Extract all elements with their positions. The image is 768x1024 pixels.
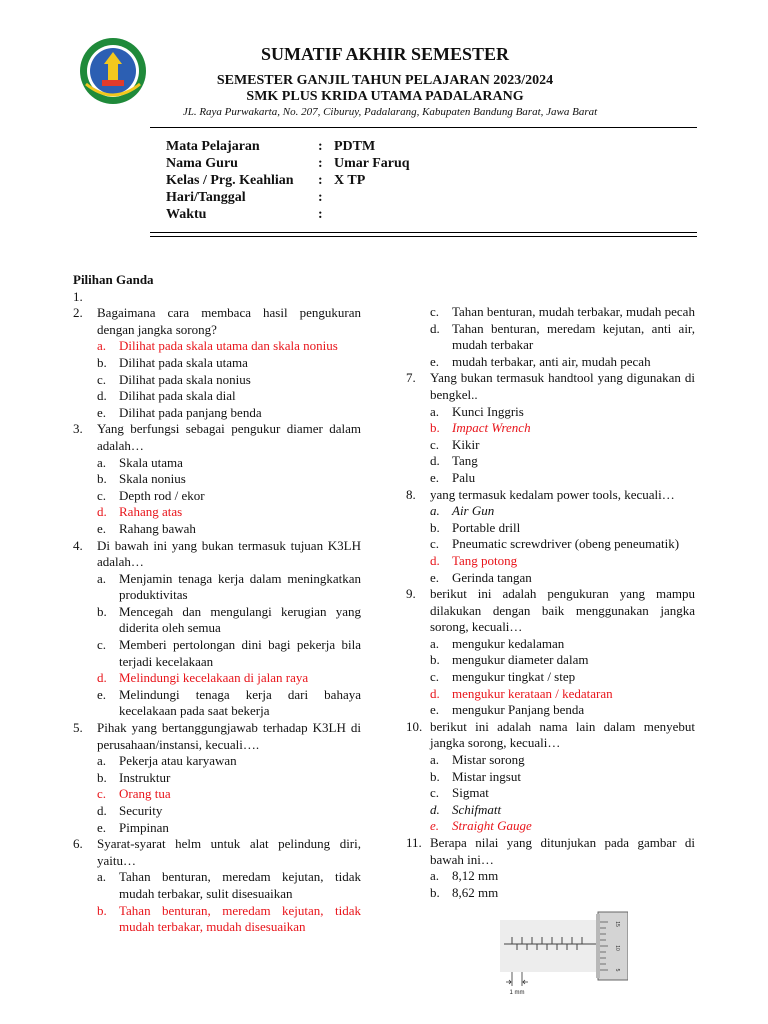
info-label: Hari/Tanggal	[166, 190, 246, 205]
option-text: Straight Gauge	[452, 818, 532, 834]
option-letter: a.	[97, 869, 107, 885]
option-letter: c.	[430, 669, 440, 685]
option-letter: a.	[97, 454, 107, 470]
question-2	[73, 305, 361, 421]
option-text: Menjamin tenaga kerja dalam meningkatkan produktivitas	[119, 570, 361, 603]
option-letter: c.	[430, 304, 440, 319]
option-a	[430, 752, 695, 769]
info-row-time	[166, 206, 410, 223]
option-letter: d.	[430, 685, 440, 701]
option-text: Kikir	[452, 436, 480, 452]
option-a	[430, 404, 695, 421]
option-a	[430, 503, 695, 520]
school-address: JL. Raya Purwakarta, No. 207, Ciburuy, Padalarang, Kabupaten Bandung Barat, Jawa Barat	[182, 106, 598, 118]
question-text: yang termasuk kedalam power tools, kecuali…	[430, 486, 675, 502]
option-text: Impact Wrench	[452, 420, 531, 436]
info-divider	[150, 236, 697, 237]
option-c	[430, 669, 695, 686]
school-logo	[78, 36, 148, 106]
option-text: Instruktur	[119, 769, 171, 785]
option-d	[97, 803, 361, 820]
question-6	[73, 836, 361, 936]
info-row-date	[166, 189, 410, 206]
option-c	[97, 488, 361, 505]
option-text: Dilihat pada skala utama	[119, 354, 248, 370]
question-number: 10.	[406, 718, 423, 734]
option-d-answer	[430, 686, 695, 703]
option-letter: a.	[97, 570, 107, 586]
option-text: mengukur Panjang benda	[452, 702, 585, 718]
question-number: 5.	[73, 720, 83, 736]
scale-label: 1 mm	[509, 990, 525, 996]
info-colon: :	[318, 173, 323, 188]
question-number: 6.	[73, 836, 83, 852]
option-c	[430, 304, 695, 321]
question-text	[97, 289, 361, 306]
question-number: 11.	[406, 835, 422, 850]
option-d	[430, 802, 695, 819]
option-letter: c.	[97, 487, 107, 503]
option-letter: c.	[430, 436, 440, 452]
option-d-answer	[430, 553, 695, 570]
option-text: Dilihat pada panjang benda	[119, 404, 262, 420]
option-text: Dilihat pada skala dial	[119, 388, 236, 404]
option-letter: e.	[97, 686, 107, 702]
option-b	[97, 604, 361, 637]
question-4	[73, 538, 361, 721]
option-letter: d.	[97, 388, 107, 404]
option-letter: a.	[430, 403, 440, 419]
option-letter: b.	[97, 769, 107, 785]
option-letter: a.	[430, 868, 440, 884]
question-text: Bagaimana cara membaca hasil pengukuran dengan jangka sorong?	[97, 305, 361, 337]
option-letter: b.	[430, 519, 440, 535]
option-c	[97, 372, 361, 389]
question-9	[406, 586, 695, 719]
exam-subtitle: SEMESTER GANJIL TAHUN PELAJARAN 2023/2024	[216, 73, 554, 88]
option-text: Tahan benturan, meredam kejutan, tidak mudah terbakar, mudah disesuaikan	[119, 902, 361, 935]
info-label: Mata Pelajaran	[166, 139, 260, 154]
option-letter: a.	[430, 635, 440, 651]
option-letter: b.	[430, 420, 440, 436]
option-d	[430, 453, 695, 470]
option-text: 8,12 mm	[452, 868, 499, 884]
option-letter: b.	[430, 884, 440, 900]
option-letter: a.	[430, 752, 440, 768]
header-divider	[150, 127, 697, 128]
question-number: 1.	[73, 288, 83, 304]
option-text: Melindungi tenaga kerja dari bahaya kecelakaan pada saat bekerja	[119, 686, 361, 719]
option-a	[97, 571, 361, 604]
option-c	[430, 536, 695, 553]
question-text: Syarat-syarat helm untuk alat pelindung diri, yaitu…	[97, 836, 361, 868]
option-c	[430, 785, 695, 802]
option-b	[97, 471, 361, 488]
option-letter: c.	[97, 637, 107, 653]
thimble-mark: 5	[614, 968, 620, 972]
option-text: mengukur kedalaman	[452, 635, 565, 651]
option-text: 8,62 mm	[452, 884, 499, 900]
section-title: Pilihan Ganda	[73, 272, 154, 287]
option-text: Memberi pertolongan dini bagi pekerja bila terjadi kecelakaan	[119, 637, 361, 669]
info-row-class	[166, 172, 410, 189]
option-e	[430, 470, 695, 487]
option-letter: e.	[97, 520, 107, 536]
option-text: Tahan benturan, meredam kejutan, anti air, mudah terbakar	[452, 320, 695, 353]
option-a	[97, 753, 361, 770]
option-text: Kunci Inggris	[452, 403, 524, 419]
question-text: berikut ini adalah pengukuran yang mampu dilakukan dengan baik menggunakan jangka sorong, kecuali…	[430, 586, 695, 635]
thimble-mark: 10	[614, 945, 620, 951]
question-text: Pihak yang bertanggungjawab terhadap K3LH di perusahaan/instansi, kecuali….	[97, 720, 361, 752]
option-a	[97, 455, 361, 472]
option-e	[97, 521, 361, 538]
question-number: 3.	[73, 421, 83, 437]
question-number: 2.	[73, 305, 83, 321]
option-text: Rahang bawah	[119, 520, 196, 536]
option-text: Air Gun	[452, 503, 495, 519]
option-b-answer	[97, 903, 361, 936]
option-text: Skala nonius	[119, 471, 186, 487]
option-letter: c.	[97, 371, 107, 387]
option-text: Mencegah dan mengulangi kerugian yang diderita oleh semua	[119, 603, 361, 636]
option-text: Orang tua	[119, 786, 171, 802]
option-c	[97, 637, 361, 670]
option-text: Gerinda tangan	[452, 569, 532, 585]
question-number: 7.	[406, 370, 416, 386]
option-letter: d.	[97, 670, 107, 686]
question-6-continued	[406, 304, 695, 370]
option-text: mengukur tingkat / step	[452, 669, 576, 685]
info-label: Nama Guru	[166, 156, 238, 171]
option-letter: b.	[97, 471, 107, 487]
question-10	[406, 719, 695, 835]
option-d-answer	[97, 670, 361, 687]
question-5	[73, 720, 361, 836]
option-a	[430, 868, 695, 885]
option-letter: c.	[430, 785, 440, 801]
option-b	[97, 770, 361, 787]
option-text: Pimpinan	[119, 819, 169, 835]
info-label: Kelas / Prg. Keahlian	[166, 173, 294, 188]
option-text: mudah terbakar, anti air, mudah pecah	[452, 353, 651, 369]
info-colon: :	[318, 139, 323, 154]
option-letter: c.	[430, 536, 440, 552]
option-e	[97, 687, 361, 720]
thimble-mark: 15	[614, 921, 620, 927]
option-e	[97, 820, 361, 837]
info-row-subject	[166, 138, 410, 155]
option-letter: d.	[97, 803, 107, 818]
option-text: Melindungi kecelakaan di jalan raya	[119, 670, 309, 686]
option-d	[430, 321, 695, 354]
option-text: Portable drill	[452, 519, 521, 535]
info-colon: :	[318, 156, 323, 171]
option-text: Palu	[452, 469, 476, 485]
option-letter: b.	[97, 603, 107, 619]
option-text: Sigmat	[452, 785, 489, 801]
option-e	[97, 405, 361, 422]
option-letter: e.	[430, 569, 440, 585]
option-text: Depth rod / ekor	[119, 487, 205, 503]
option-letter: d.	[430, 453, 440, 469]
option-text: mengukur diameter dalam	[452, 652, 589, 668]
question-number: 9.	[406, 586, 416, 602]
option-a	[430, 636, 695, 653]
option-text: Rahang atas	[119, 504, 183, 520]
question-11	[406, 835, 695, 901]
option-e	[430, 570, 695, 587]
info-value: X TP	[334, 173, 366, 188]
exam-title: SUMATIF AKHIR SEMESTER	[260, 44, 510, 64]
question-1	[73, 289, 361, 306]
info-colon: :	[318, 190, 323, 205]
option-b	[430, 885, 695, 902]
question-text: Yang berfungsi sebagai pengukur diamer dalam adalah…	[97, 421, 361, 453]
option-letter: d.	[430, 552, 440, 568]
option-e-answer	[430, 818, 695, 835]
question-7	[406, 370, 695, 486]
option-letter: d.	[97, 504, 107, 520]
option-c-answer	[97, 786, 361, 803]
option-text: Tang	[452, 453, 478, 469]
micrometer-figure	[500, 906, 628, 998]
option-text: Pekerja atau karyawan	[119, 753, 237, 769]
option-letter: a.	[430, 503, 440, 519]
option-text: Schifmatt	[452, 801, 502, 817]
option-letter: e.	[97, 819, 107, 835]
option-letter: e.	[430, 469, 440, 485]
option-letter: a.	[97, 753, 107, 769]
option-letter: a.	[97, 338, 107, 354]
question-text: Yang bukan termasuk handtool yang digunakan di bengkel..	[430, 370, 695, 402]
option-letter: e.	[97, 404, 107, 420]
option-c	[430, 437, 695, 454]
info-divider	[150, 232, 697, 233]
option-letter: b.	[430, 652, 440, 668]
option-b	[430, 652, 695, 669]
option-text: Skala utama	[119, 454, 183, 470]
option-text: Pneumatic screwdriver (obeng peneumatik)	[452, 536, 680, 552]
question-8	[406, 487, 695, 587]
info-colon: :	[318, 207, 323, 222]
info-label: Waktu	[166, 207, 207, 222]
question-number: 4.	[73, 537, 83, 553]
question-number: 8.	[406, 486, 416, 502]
info-row-teacher	[166, 155, 410, 172]
option-b	[430, 769, 695, 786]
option-b-answer	[430, 420, 695, 437]
option-letter: e.	[430, 702, 440, 718]
option-letter: c.	[97, 786, 107, 802]
option-letter: d.	[430, 801, 440, 817]
option-text: Dilihat pada skala utama dan skala nonius	[119, 338, 338, 354]
option-letter: e.	[430, 353, 440, 369]
option-text: Tang potong	[452, 552, 518, 568]
option-a	[97, 869, 361, 902]
question-text: berikut ini adalah nama lain dalam menyebut jangka sorong, kecuali…	[430, 718, 695, 751]
option-text: Mistar sorong	[452, 752, 525, 768]
info-value: PDTM	[334, 139, 376, 154]
option-d	[97, 388, 361, 405]
option-letter: b.	[430, 768, 440, 784]
option-text: Dilihat pada skala nonius	[119, 371, 251, 387]
questions-right-column	[406, 304, 695, 901]
option-letter: e.	[430, 818, 440, 834]
option-text: Tahan benturan, mudah terbakar, mudah pecah	[452, 304, 695, 319]
option-text: mengukur kerataan / kedataran	[452, 685, 613, 701]
option-text: Mistar ingsut	[452, 768, 521, 784]
school-name: SMK PLUS KRIDA UTAMA PADALARANG	[246, 89, 524, 104]
question-3	[73, 421, 361, 537]
option-a-answer	[97, 338, 361, 355]
option-e	[430, 354, 695, 371]
exam-info	[166, 138, 410, 223]
option-letter: b.	[97, 354, 107, 370]
option-letter: d.	[430, 320, 440, 336]
question-text: Di bawah ini yang bukan termasuk tujuan K3LH adalah…	[97, 537, 361, 570]
question-text: Berapa nilai yang ditunjukan pada gambar di bawah ini…	[430, 835, 695, 867]
info-value: Umar Faruq	[334, 156, 410, 171]
option-b	[430, 520, 695, 537]
option-e	[430, 702, 695, 719]
option-letter: b.	[97, 902, 107, 918]
option-text: Tahan benturan, meredam kejutan, tidak mudah terbakar, sulit disesuaikan	[119, 869, 361, 901]
questions-left-column	[73, 272, 361, 936]
option-d-answer	[97, 504, 361, 521]
option-text: Security	[119, 803, 163, 818]
option-b	[97, 355, 361, 372]
